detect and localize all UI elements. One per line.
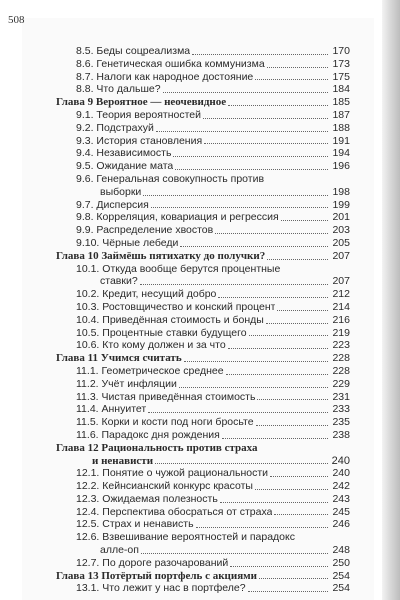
toc-entry-title: 11.6. Парадокс дня рождения	[76, 428, 220, 441]
toc-chapter-entry	[56, 570, 350, 583]
toc-entry-title: 11.2. Учёт инфляции	[76, 377, 177, 390]
toc-entry	[56, 480, 350, 493]
toc-entry-title: 11.1. Геометрическое среднее	[76, 364, 224, 377]
toc-chapter-entry	[56, 352, 350, 365]
toc-entry-title: 12.1. Понятие о чужой рациональности	[76, 467, 269, 480]
toc-entry-title: 10.6. Кто кому должен и за что	[76, 339, 226, 352]
toc-entry-page: 228	[332, 364, 350, 377]
toc-entry-title: 10.2. Кредит, несущий добро	[76, 288, 217, 301]
table-of-contents	[56, 45, 350, 595]
toc-entry	[56, 122, 350, 135]
toc-entry-title: 9.3. История становления	[76, 134, 203, 147]
toc-entry-page: 191	[332, 134, 350, 147]
toc-entry-page: 235	[332, 416, 350, 429]
toc-entry-page: 187	[332, 108, 350, 121]
toc-entry-title: 12.6. Взвешивание вероятностей и парадокс	[76, 531, 295, 544]
dot-leader	[179, 387, 328, 388]
toc-entry-title: Глава 13 Потёртый портфель с акциями	[56, 569, 257, 582]
dot-leader	[143, 195, 328, 196]
dot-leader	[230, 566, 328, 567]
dot-leader	[180, 246, 328, 247]
toc-entry	[56, 403, 350, 416]
dot-leader	[148, 412, 328, 413]
toc-entry	[56, 429, 350, 442]
toc-entry-page: 231	[332, 390, 350, 403]
toc-entry-page: 170	[332, 45, 350, 57]
toc-entry	[56, 467, 350, 480]
toc-chapter-entry	[56, 442, 350, 455]
toc-entry-title: 8.5. Беды соцреализма	[76, 45, 191, 57]
toc-entry-page: 214	[332, 300, 350, 313]
dot-leader	[155, 463, 328, 464]
toc-entry	[56, 224, 350, 237]
dot-leader	[267, 67, 328, 68]
toc-entry	[56, 288, 350, 301]
toc-entry-page: 238	[332, 428, 350, 441]
toc-entry	[56, 186, 350, 199]
toc-entry-title: Глава 11 Учимся считать	[56, 352, 182, 365]
dot-leader	[175, 169, 328, 170]
toc-entry	[56, 391, 350, 404]
dot-leader	[203, 118, 328, 119]
toc-entry-title: 10.4. Приведённая стоимость и бонды	[76, 313, 264, 326]
toc-entry-title: алле-оп	[100, 544, 139, 557]
toc-entry-title: и ненависти	[92, 454, 154, 467]
toc-entry	[56, 557, 350, 570]
dot-leader	[226, 374, 328, 375]
dot-leader	[249, 335, 328, 336]
toc-entry-page: 205	[332, 236, 350, 249]
dot-leader	[259, 578, 328, 579]
toc-entry-title: 13.1. Что лежит у нас в портфеле?	[76, 582, 246, 595]
toc-entry	[56, 45, 350, 58]
toc-entry-page: 207	[332, 249, 350, 262]
dot-leader	[141, 553, 328, 554]
toc-entry-page: 196	[332, 160, 350, 173]
toc-chapter-entry	[56, 250, 350, 263]
toc-entry-page: 203	[332, 224, 350, 237]
dot-leader	[215, 233, 328, 234]
dot-leader	[228, 348, 328, 349]
toc-entry-page: 240	[332, 467, 350, 480]
toc-entry-page: 212	[332, 288, 350, 301]
toc-entry-title: 12.4. Перспектива обосраться от страха	[76, 505, 273, 518]
dot-leader	[255, 79, 328, 80]
toc-entry-page: 188	[332, 121, 350, 134]
dot-leader	[255, 489, 328, 490]
dot-leader	[248, 591, 328, 592]
toc-entry	[56, 339, 350, 352]
toc-entry-page: 250	[332, 556, 350, 569]
toc-entry	[56, 531, 350, 544]
toc-entry-page: 216	[332, 313, 350, 326]
toc-entry-page: 254	[332, 582, 350, 595]
toc-entry-page: 194	[332, 147, 350, 160]
toc-entry-page: 199	[332, 198, 350, 211]
book-edge	[382, 0, 400, 600]
dot-leader	[184, 361, 328, 362]
toc-entry	[56, 160, 350, 173]
dot-leader	[218, 297, 328, 298]
toc-entry-title: 9.6. Генеральная совокупность против	[76, 172, 265, 185]
dot-leader	[274, 514, 328, 515]
dot-leader	[163, 92, 328, 93]
toc-entry	[56, 275, 350, 288]
toc-entry-page: 201	[332, 211, 350, 224]
toc-entry-title: 9.10. Чёрные лебеди	[76, 236, 179, 249]
toc-entry	[56, 263, 350, 276]
toc-entry-title: ставки?	[100, 275, 138, 288]
toc-entry-title: 11.5. Корки и кости под ноги бросьте	[76, 416, 254, 429]
dot-leader	[196, 527, 328, 528]
toc-entry-title: 9.8. Корреляция, ковариация и регрессия	[76, 211, 279, 224]
toc-entry-title: 8.6. Генетическая ошибка коммунизма	[76, 57, 265, 70]
toc-entry-title: выборки	[100, 185, 142, 198]
dot-leader	[256, 425, 328, 426]
toc-entry	[56, 135, 350, 148]
dot-leader	[277, 310, 328, 311]
toc-entry	[56, 71, 350, 84]
toc-entry-page: 185	[332, 96, 350, 109]
dot-leader	[156, 131, 328, 132]
toc-entry	[56, 301, 350, 314]
toc-entry-page: 219	[332, 326, 350, 339]
toc-entry	[56, 455, 350, 468]
toc-entry-title: 10.1. Откуда вообще берутся процентные	[76, 262, 281, 275]
toc-entry	[56, 378, 350, 391]
toc-entry-title: 9.5. Ожидание мата	[76, 160, 174, 173]
dot-leader	[270, 476, 328, 477]
toc-entry-page: 240	[331, 454, 350, 467]
toc-entry-page: 233	[332, 403, 350, 416]
toc-entry	[56, 582, 350, 595]
toc-entry	[56, 544, 350, 557]
toc-entry-title: Глава 10 Займёшь пятихатку до получки?	[56, 249, 266, 262]
toc-entry-page: 184	[332, 83, 350, 96]
dot-leader	[204, 143, 328, 144]
toc-entry-page: 175	[332, 70, 350, 83]
toc-entry-title: 11.4. Аннуитет	[76, 403, 147, 416]
toc-entry	[56, 506, 350, 519]
toc-entry	[56, 211, 350, 224]
toc-entry	[56, 109, 350, 122]
dot-leader	[151, 207, 328, 208]
toc-entry-title: Глава 9 Вероятное — неочевидное	[56, 96, 227, 109]
toc-chapter-entry	[56, 96, 350, 109]
toc-entry-title: 9.2. Подстрахуй	[76, 121, 154, 134]
toc-entry-page: 254	[332, 569, 350, 582]
dot-leader	[257, 399, 328, 400]
toc-entry-title: 9.4. Независимость	[76, 147, 172, 160]
toc-entry-title: 11.3. Чистая приведённая стоимость	[76, 390, 256, 403]
dot-leader	[267, 259, 328, 260]
dot-leader	[140, 284, 328, 285]
dot-leader	[222, 438, 328, 439]
toc-entry	[56, 83, 350, 96]
toc-entry	[56, 416, 350, 429]
toc-entry-title: 10.5. Процентные ставки будущего	[76, 326, 247, 339]
toc-entry	[56, 58, 350, 71]
page-number: 508	[8, 14, 25, 26]
toc-entry-title: 9.1. Теория вероятностей	[76, 108, 202, 121]
toc-entry-page: 198	[332, 185, 350, 198]
toc-entry	[56, 518, 350, 531]
toc-entry	[56, 147, 350, 160]
dot-leader	[281, 220, 328, 221]
toc-entry-page: 248	[332, 544, 350, 557]
toc-entry	[56, 173, 350, 186]
toc-entry	[56, 365, 350, 378]
toc-entry-title: 12.7. По дороге разочарований	[76, 556, 229, 569]
toc-entry	[56, 237, 350, 250]
toc-entry	[56, 493, 350, 506]
dot-leader	[173, 156, 328, 157]
toc-entry-page: 223	[332, 339, 350, 352]
toc-entry-title: 8.8. Что дальше?	[76, 83, 161, 96]
toc-entry-page: 228	[332, 352, 350, 365]
toc-entry-page: 173	[332, 57, 350, 70]
dot-leader	[228, 105, 328, 106]
toc-entry-title: Глава 12 Рациональность против страха	[56, 441, 258, 454]
toc-entry-title: 9.7. Дисперсия	[76, 198, 149, 211]
toc-entry-page: 243	[332, 492, 350, 505]
toc-entry	[56, 314, 350, 327]
toc-entry-title: 10.3. Ростовщичество и конский процент	[76, 300, 276, 313]
toc-entry-page: 229	[332, 377, 350, 390]
toc-entry-page: 207	[332, 275, 350, 288]
toc-entry-page: 242	[332, 480, 350, 493]
toc-entry-title: 12.3. Ожидаемая полезность	[76, 492, 218, 505]
toc-entry-page: 246	[332, 518, 350, 531]
toc-entry-title: 12.5. Страх и ненависть	[76, 518, 194, 531]
dot-leader	[192, 54, 328, 55]
toc-entry-title: 9.9. Распределение хвостов	[76, 224, 214, 237]
toc-entry-title: 8.7. Налоги как народное достояние	[76, 70, 254, 83]
toc-entry-title: 12.2. Кейнсианский конкурс красоты	[76, 480, 253, 493]
dot-leader	[266, 323, 328, 324]
toc-entry	[56, 199, 350, 212]
dot-leader	[220, 502, 328, 503]
toc-entry-page: 245	[332, 505, 350, 518]
toc-entry	[56, 327, 350, 340]
